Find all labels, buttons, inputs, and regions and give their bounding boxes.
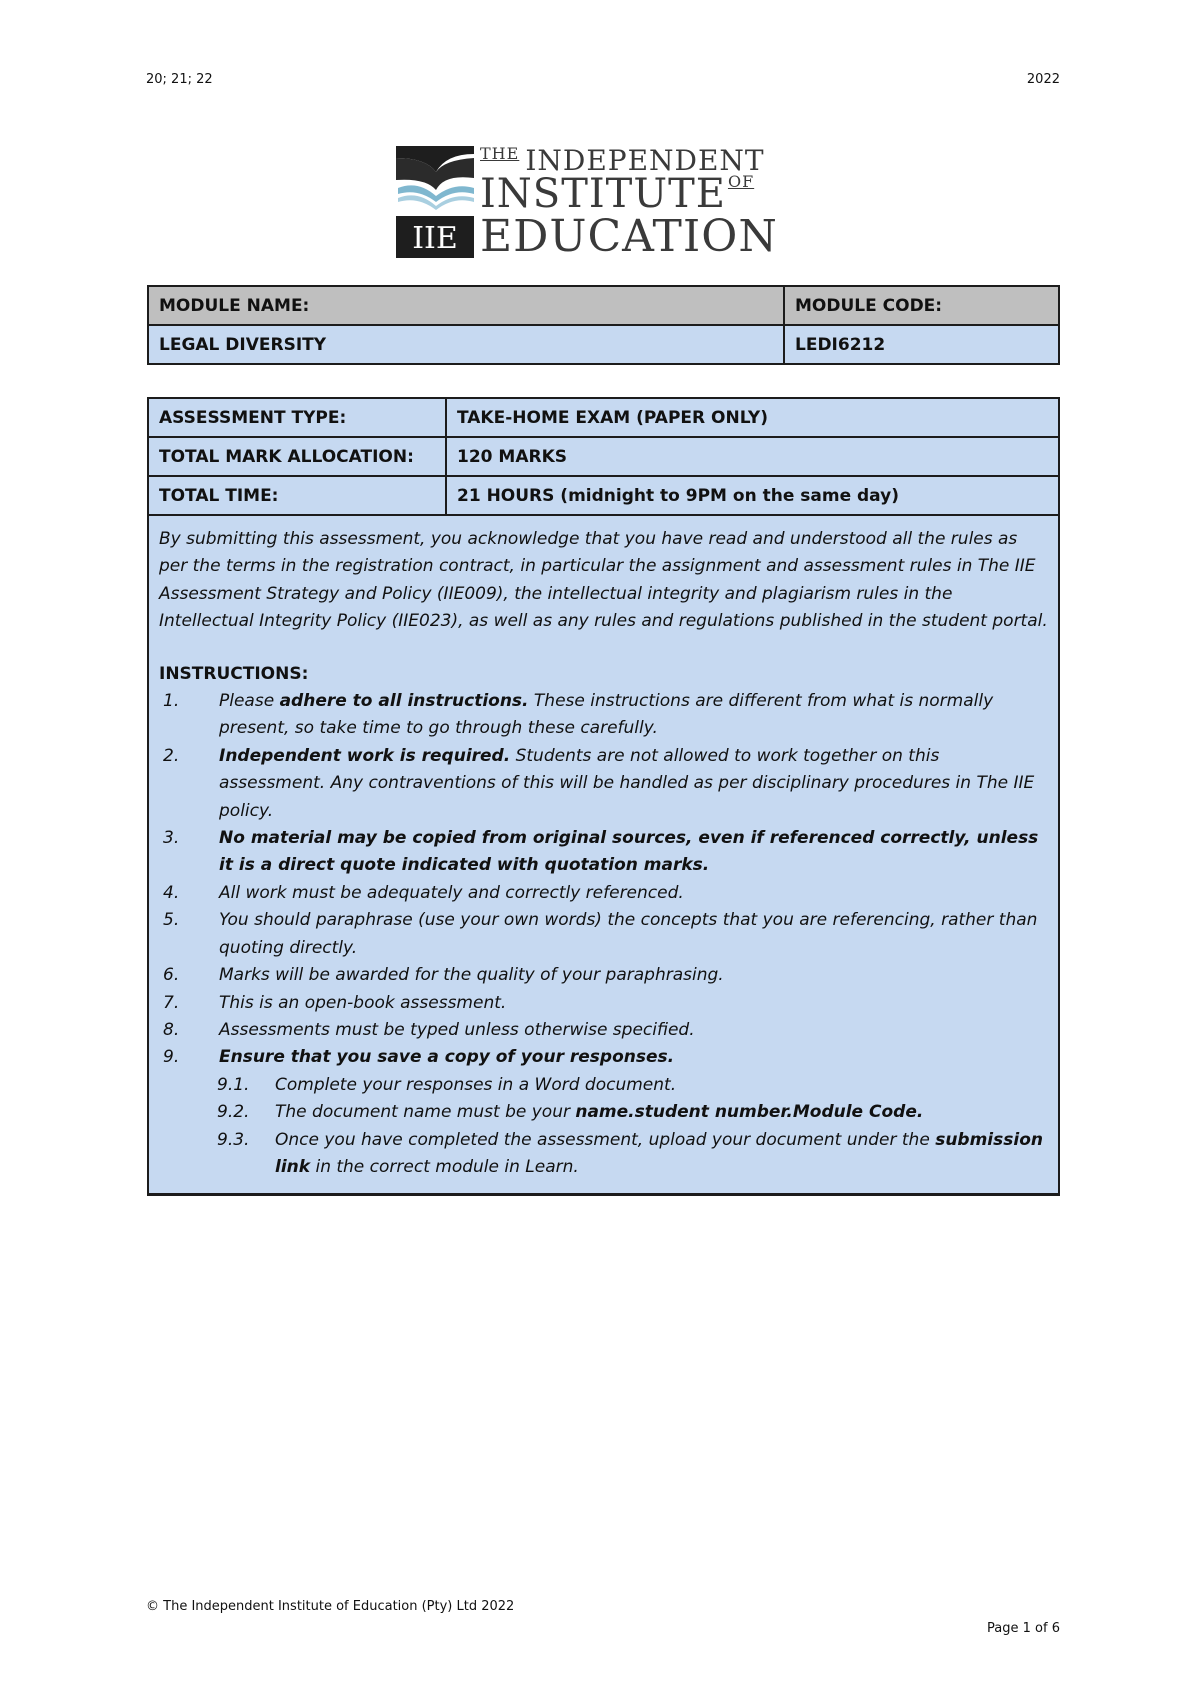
- sub-instruction-text-pre: Once you have completed the assessment, upload your document under the: [275, 1129, 936, 1150]
- total-mark-value: 120 MARKS: [446, 437, 1059, 476]
- sub-instruction-item: [217, 1072, 1048, 1099]
- instruction-item: [159, 688, 1048, 743]
- sub-instruction-text-post: in the correct module in Learn.: [310, 1156, 579, 1177]
- instruction-text-pre: Assessments must be typed unless otherwise specified.: [219, 1019, 695, 1040]
- sub-instructions-list: [159, 1072, 1048, 1182]
- instructions-title: INSTRUCTIONS:: [159, 663, 309, 684]
- instruction-text-pre: Please: [219, 691, 280, 712]
- instruction-text-pre: You should paraphrase (use your own words) the concepts that you are referencing, rather than quoting directly.: [219, 910, 1038, 958]
- logo-education: EDUCATION: [480, 211, 778, 262]
- logo-badge-text: IIE: [412, 221, 458, 256]
- instruction-item: [159, 880, 1048, 907]
- logo-independent: INDEPENDENT: [525, 144, 765, 177]
- instruction-item: [159, 743, 1048, 825]
- module-code-value: LEDI6212: [784, 325, 1059, 364]
- sub-instruction-text-bold: name.student number.Module Code.: [575, 1102, 924, 1123]
- instruction-item: [159, 825, 1048, 880]
- logo-the: THE: [480, 144, 520, 163]
- instruction-text-bold: No material may be copied from original sources, even if referenced correctly, unless it is a direct quote indicated with quotation marks.: [219, 828, 1039, 876]
- instruction-number: 4.: [163, 882, 180, 903]
- declaration-text: By submitting this assessment, you acknowledge that you have read and understood all the rules as per the terms in the registration contract, in particular the assignment and assessment rules in The IIE Assessment Strategy and Policy (IIE009), the intellectual integrity and plagiarism rules in the Intellectual Integrity Policy (IIE023), as well as any rules and regulations published in the student portal.: [159, 529, 1048, 632]
- module-name-label: MODULE NAME:: [148, 286, 784, 325]
- header-year: 2022: [1026, 72, 1060, 87]
- module-table: [147, 285, 1060, 365]
- instruction-number: 1.: [163, 691, 180, 712]
- sub-instruction-item: [217, 1099, 1048, 1126]
- instruction-text-pre: Marks will be awarded for the quality of your paraphrasing.: [219, 965, 724, 986]
- assessment-table: [147, 397, 1060, 1196]
- instruction-number: 7.: [163, 992, 180, 1013]
- instruction-number: 6.: [163, 965, 180, 986]
- footer-copyright: © The Independent Institute of Education (Pty) Ltd 2022: [146, 1599, 515, 1614]
- instruction-text-pre: This is an open-book assessment.: [219, 992, 507, 1013]
- instructions-cell: [148, 515, 1059, 1195]
- instruction-item: [159, 1044, 1048, 1071]
- sub-instruction-number: 9.1.: [217, 1074, 250, 1095]
- sub-instruction-text-pre: Complete your responses in a Word document.: [275, 1074, 677, 1095]
- logo-of: OF: [727, 172, 755, 191]
- page-number: Page 1 of 6: [987, 1621, 1060, 1636]
- sub-instruction-text-bold: submission link: [275, 1129, 1043, 1177]
- instruction-text-bold: Independent work is required.: [219, 745, 511, 766]
- instruction-number: 2.: [163, 745, 180, 766]
- instruction-text-post: Students are not allowed to work together on this assessment. Any contraventions of this will be handled as per disciplinary procedures in The IIE policy.: [219, 745, 1035, 821]
- instruction-item: [159, 1017, 1048, 1044]
- iie-logo-mark: [396, 144, 480, 258]
- instruction-number: 5.: [163, 910, 180, 931]
- sub-instruction-number: 9.2.: [217, 1102, 250, 1123]
- total-time-label: TOTAL TIME:: [148, 476, 446, 515]
- instruction-number: 3.: [163, 828, 180, 849]
- sub-instruction-number: 9.3.: [217, 1129, 250, 1150]
- instruction-item: [159, 990, 1048, 1017]
- instruction-item: [159, 962, 1048, 989]
- instruction-number: 9.: [163, 1047, 180, 1068]
- instruction-text-bold: Ensure that you save a copy of your responses.: [219, 1047, 675, 1068]
- instruction-text-post: These instructions are different from what is normally present, so take time to go through these carefully.: [219, 691, 994, 739]
- instruction-text-bold: adhere to all instructions.: [279, 691, 529, 712]
- iie-logo: [396, 144, 810, 262]
- total-time-value: 21 HOURS (midnight to 9PM on the same day): [446, 476, 1059, 515]
- instruction-item: [159, 907, 1048, 962]
- instruction-text-pre: All work must be adequately and correctly referenced.: [219, 882, 684, 903]
- header-left-text: 20; 21; 22: [146, 72, 213, 87]
- total-mark-label: TOTAL MARK ALLOCATION:: [148, 437, 446, 476]
- assessment-type-value: TAKE-HOME EXAM (PAPER ONLY): [446, 398, 1059, 437]
- module-code-label: MODULE CODE:: [784, 286, 1059, 325]
- instruction-number: 8.: [163, 1019, 180, 1040]
- sub-instruction-item: [217, 1127, 1048, 1182]
- instructions-list: [159, 688, 1048, 1072]
- assessment-type-label: ASSESSMENT TYPE:: [148, 398, 446, 437]
- sub-instruction-text-pre: The document name must be your: [275, 1102, 576, 1123]
- module-name-value: LEGAL DIVERSITY: [148, 325, 784, 364]
- logo-institute: INSTITUTE: [480, 171, 726, 217]
